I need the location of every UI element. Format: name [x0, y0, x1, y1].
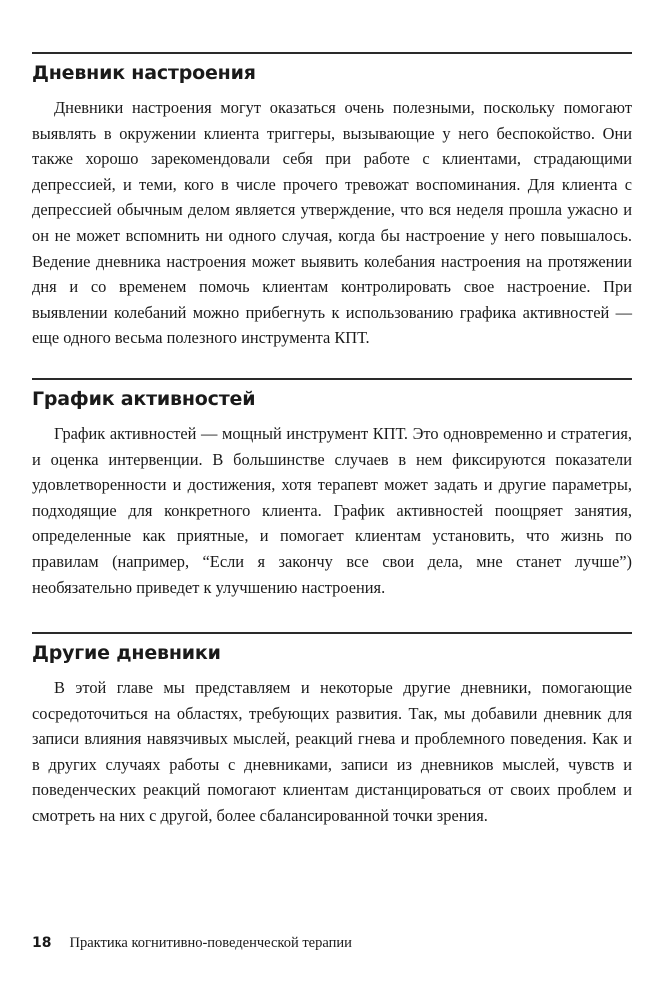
- section-paragraph: Дневники настроения могут оказаться очень полезными, поскольку помогают выявлять в окружении клиента триггеры, вызывающие у него беспокойство. Они также хорошо зарекомендовали себя при работе с клиентами, страдающими депрессией, и теми, кого в числе прочего тревожат воспоминания. Для клиента с депрессией обычным делом является утверждение, что вся неделя прошла ужасно и он не может вспомнить ни одного случая, когда бы настроение у него повышалось. Ведение дневника настроения может выявить колебания настроения на протяжении дня и со временем помочь клиентам контролировать свое настроение. При выявлении колебаний можно прибегнуть к использованию графика активностей — еще одного весьма полезного инструмента КПТ.: [32, 98, 632, 348]
- section-activity-schedule: [32, 378, 632, 600]
- section-heading: Дневник настроения: [32, 62, 256, 84]
- page-footer: [32, 933, 632, 953]
- page-number: 18: [32, 935, 52, 951]
- section-other-diaries: [32, 632, 632, 829]
- running-title: Практика когнитивно-поведенческой терапии: [69, 935, 352, 951]
- section-paragraph: График активностей — мощный инструмент КПТ. Это одновременно и стратегия, и оценка интервенции. В большинстве случаев в нем фиксируются показатели удовлетворенности и достижения, хотя терапевт может задать и другие параметры, подходящие для конкретного клиента. График активностей поощряет занятия, определенные как приятные, и помогает клиентам установить, что жизнь по правилам (например, “Если я закончу все свои дела, мне станет лучше”) необязательно приведет к улучшению настроения.: [32, 424, 632, 597]
- section-divider: [32, 378, 632, 380]
- section-heading: Другие дневники: [32, 642, 221, 664]
- section-divider: [32, 52, 632, 54]
- section-divider: [32, 632, 632, 634]
- section-heading: График активностей: [32, 388, 256, 410]
- section-mood-diary: [32, 52, 632, 351]
- section-paragraph: В этой главе мы представляем и некоторые другие дневники, помогающие сосредоточиться на областях, требующих развития. Так, мы добавили дневник для записи влияния навязчивых мыслей, реакций гнева и проблемного поведения. Как и в других случаях работы с дневниками, записи из дневников мыслей, чувств и поведенческих реакций помогают клиентам дистанцироваться от своих проблем и смотреть на них с другой, более сбалансированной точки зрения.: [32, 678, 632, 825]
- book-page: [32, 0, 632, 1000]
